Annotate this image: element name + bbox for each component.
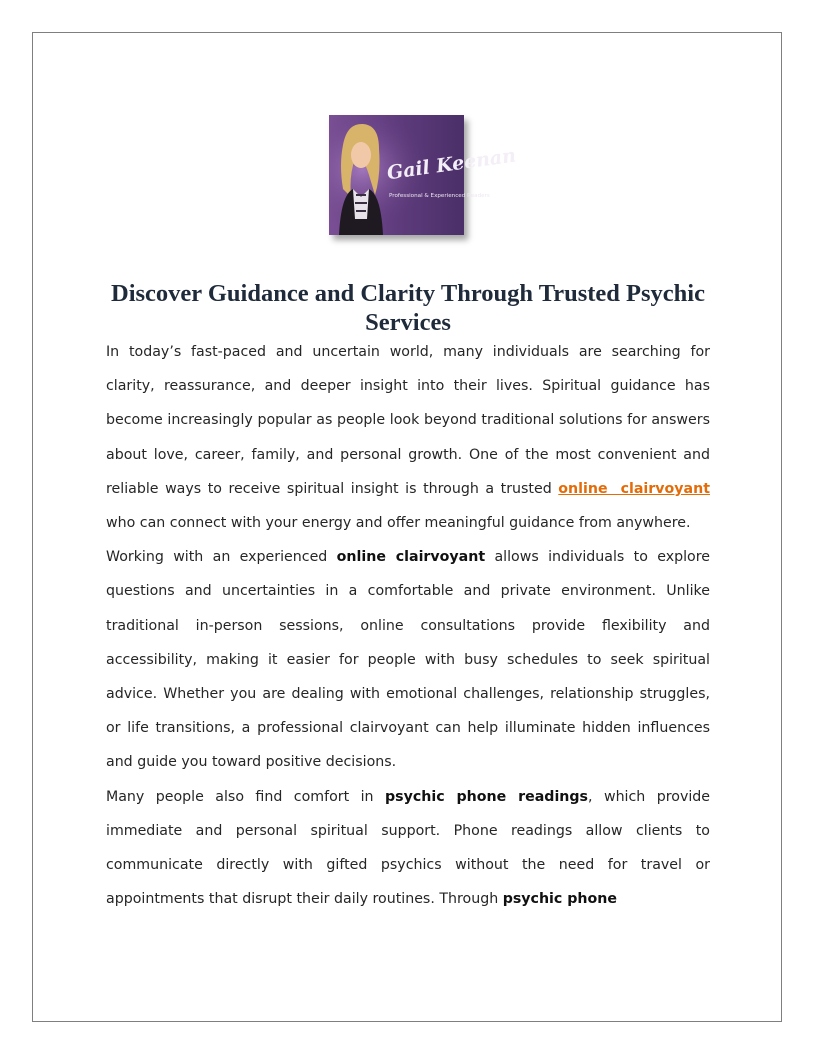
bold-keyword: psychic phone readings [385, 788, 589, 805]
gail-keenan-logo [329, 115, 518, 235]
paragraph-1: In today’s fast-paced and uncertain world, many individuals are searching for clarity, reassurance, and deeper insight into their lives. Spiritual guidance has become increasingly popular as people look beyond traditional solutions for answers about love, career, family, and personal growth. One of the most convenient and reliable ways to receive spiritual insight is through a trusted online clairvoyant who can connect with your energy and offer meaningful guidance from anywhere. [106, 344, 710, 532]
logo-name: Gail Keenan [385, 144, 518, 185]
bold-keyword: psychic phone [502, 891, 617, 908]
bold-keyword: online clairvoyant [336, 549, 486, 566]
logo-tagline: Professional & Experienced Readers [389, 193, 490, 199]
article-body [106, 335, 710, 916]
online-clairvoyant-link[interactable]: online clairvoyant [558, 480, 710, 497]
paragraph-3: Many people also find comfort in psychic phone readings, which provide immediate and personal spiritual support. Phone readings allow clients to communicate directly with gifted psychics without the need for travel or appointments that disrupt their daily routines. Through psychic phone [106, 788, 711, 908]
page-title: Discover Guidance and Clarity Through Trusted Psychic Services [111, 280, 705, 336]
paragraph-2: Working with an experienced online clairvoyant allows individuals to explore questions and uncertainties in a comfortable and private environment. Unlike traditional in-person sessions, online consultations provide flexibility and accessibility, making it easier for people with busy schedules to seek spiritual advice. Whether you are dealing with emotional challenges, relationship struggles, or life transitions, a professional clairvoyant can help illuminate hidden influences and guide you toward positive decisions. [106, 549, 710, 771]
